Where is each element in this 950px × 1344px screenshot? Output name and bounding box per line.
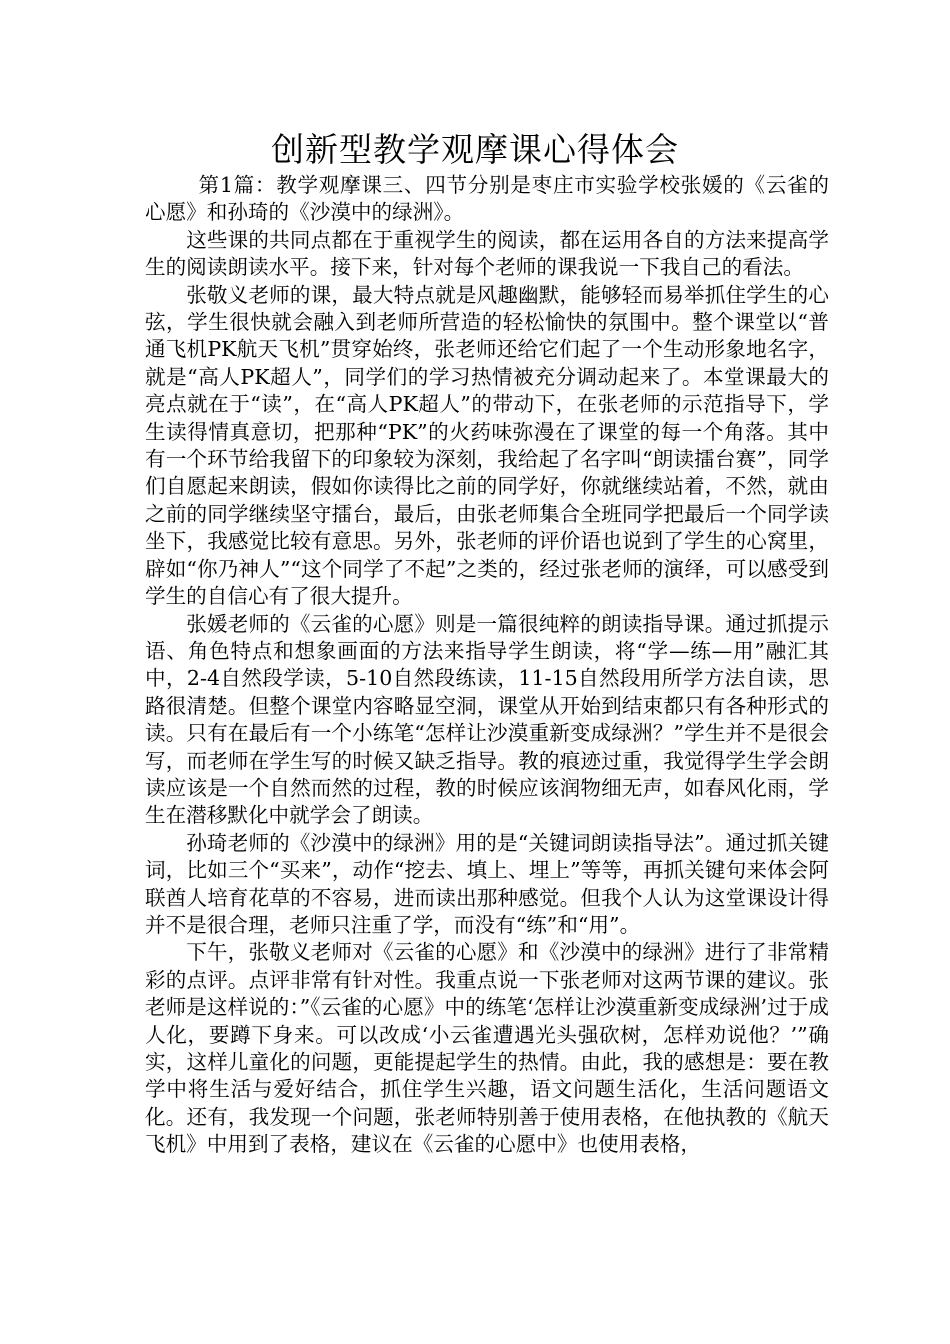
paragraph-common-points: 这些课的共同点都在于重视学生的阅读，都在运用各自的方法来提高学生的阅读朗读水平。接下来，针对每个老师的课我说一下我自己的看法。 — [145, 227, 829, 280]
document-body — [145, 172, 829, 1159]
paragraph-afternoon-review: 下午，张敬义老师对《云雀的心愿》和《沙漠中的绿洲》进行了非常精彩的点评。点评非常有针对性。我重点说一下张老师对这两节课的建议。张老师是这样说的：”《云雀的心愿》中的练笔‘怎样让沙漠重新变成绿洲’过于成人化，要蹲下身来。可以改成‘小云雀遭遇光头强砍树，怎样劝说他？’”确实，这样儿童化的问题，更能提起学生的热情。由此，我的感想是：要在教学中将生活与爱好结合，抓住学生兴趣，语文问题生活化，生活问题语文化。还有，我发现一个问题，张老师特别善于使用表格，在他执教的《航天飞机》中用到了表格，建议在《云雀的心愿中》也使用表格， — [145, 940, 829, 1157]
paragraph-sun-qi: 孙琦老师的《沙漠中的绿洲》用的是“关键词朗读指导法”。通过抓关键词，比如三个“买来”，动作“挖去、填上、埋上”等等，再抓关键句来体会阿联酋人培育花草的不容易，进而读出那种感觉。但我个人认为这堂课设计得并不是很合理，老师只注重了学，而没有“练”和“用”。 — [145, 830, 829, 937]
paragraph-zhang-yuan: 张媛老师的《云雀的心愿》则是一篇很纯粹的朗读指导课。通过抓提示语、角色特点和想象画面的方法来指导学生朗读，将“学—练—用”融汇其中，2-4自然段学读，5-10自然段练读，11-15自然段用所学方法自读，思路很清楚。但整个课堂内容略显空洞，课堂从开始到结束都只有各种形式的读。只有在最后有一个小练笔“怎样让沙漠重新变成绿洲？”学生并不是很会写，而老师在学生写的时候又缺乏指导。教的痕迹过重，我觉得学生学会朗读应该是一个自然而然的过程，教的时候应该润物细无声，如春风化雨，学生在潜移默化中就学会了朗读。 — [145, 611, 829, 828]
document-title: 创新型教学观摩课心得体会 — [271, 130, 679, 169]
paragraph-zhang-jingyi: 张敬义老师的课，最大特点就是风趣幽默，能够轻而易举抓住学生的心弦，学生很快就会融入到老师所营造的轻松愉快的氛围中。整个课堂以“普通飞机PK航天飞机”贯穿始终，张老师还给它们起了一个生动形象地名字，就是“高人PK超人”，同学们的学习热情被充分调动起来了。本堂课最大的亮点就在于“读”，在“高人PK超人”的带动下，在张老师的示范指导下，学生读得情真意切，把那种“PK”的火药味弥漫在了课堂的每一个角落。其中有一个环节给我留下的印象较为深刻，我给起了名字叫“朗读擂台赛”，同学们自愿起来朗读，假如你读得比之前的同学好，你就继续站着，不然，就由之前的同学继续坚守擂台，最后，由张老师集合全班同学把最后一个同学读坐下，我感觉比较有意思。另外，张老师的评价语也说到了学生的心窝里，辟如“你乃神人”“这个同学了不起”之类的，经过张老师的演绎，可以感受到学生的自信心有了很大提升。 — [145, 282, 829, 609]
paragraph-intro: 第1篇：教学观摩课三、四节分别是枣庄市实验学校张媛的《云雀的心愿》和孙琦的《沙漠中的绿洲》。 — [145, 173, 829, 225]
